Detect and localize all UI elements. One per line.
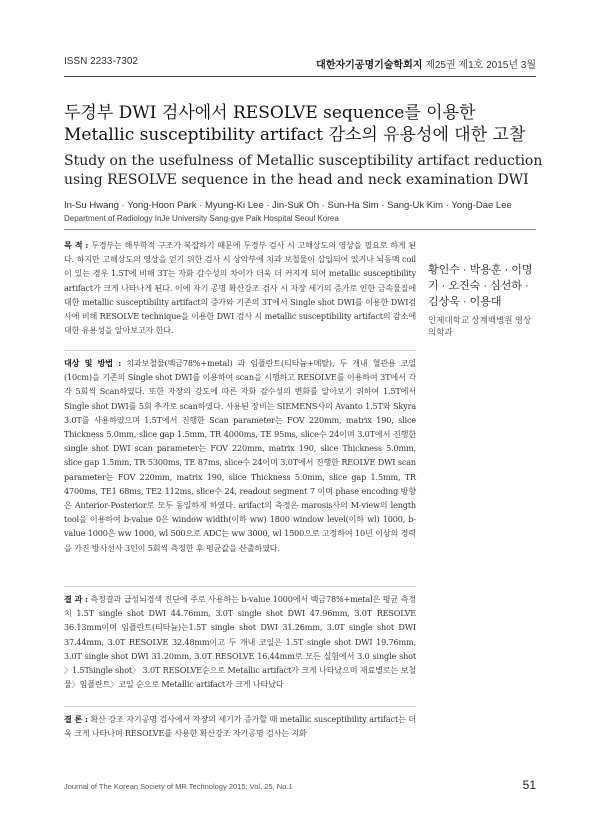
section-results [64, 592, 416, 691]
conclusion-label: 결 론 : [64, 714, 88, 724]
page-number: 51 [522, 778, 536, 792]
section-divider [64, 350, 416, 351]
conclusion-text: 확산 강조 자기공명 검사에서 자장의 세기가 증가할 때 metallic susceptibility artifact는 더욱 크게 나타나며 RESOLVE를 사용한 확산강조 자기공명 검사는 지화 [64, 714, 416, 739]
running-header [64, 56, 536, 70]
section-methods [64, 356, 416, 555]
section-divider [64, 586, 416, 587]
affiliation: Department of Radiology InJe University Sang-gye Paik Hospital Seoul Korea [64, 214, 339, 223]
korean-institution: 인제대학교 상계백병원 영상의학과 [428, 315, 532, 337]
korean-author-sidebar [428, 262, 538, 338]
section-objective [64, 238, 416, 337]
methods-text: 치과보철물(백금78%+metal) 과 임플란트(티타늄+메탈), 두 개내 혈관용 코일(10cm)을 기존의 Single shot DWI를 이용하여 scan을 시행하고 RESOLVE를 이용하여 3T에서 각각 5회씩 Scan하였다. 또한 자장의 강도에 따른 자화 감수성의 변화를 알아보기 위하여 1.5T에서 Single shot DWI를 5회 추가로 scan하였다. 사용된 장비는 SIEMENS사의 Avanto 1.5T와 Skyra 3.0T를 사용하였으며 1.5T에서 진행한 Scan parameter는 FOV 220mm, matrix 190, slice Thickness 5.0mm, slice gap 1.5mm, TR 4000ms, TE 95ms, slice수 24이며 3.0T에서 진행한 single shot DWI scan parameter는 FOV 220mm, matrix 190, slice Thickness 5.0mm, slice gap 1.5mm, TR 5300ms, TE 87ms, slice수 24이며 3.0T에서 진행한 REOLVE DWI scan parameter는 FOV 220mm, matrix 190, slice Thickness 5.0mm, slice gap 1.5mm, TR 4700ms, TE1 68ms, TE2 112ms, slice수 24, readout segment 7 이며 phase encoding 방향은 Anterior-Posterior로 모두 동일하게 하였다. arifact의 측정은 marosis사의 M-view의 length tool을 이용하여 b-value 0은 window width(이하 ww) 1800 window level(이하 wl) 1000, b-value 1000은 ww 1000, wl 500으로 ADC는 ww 3000, wl 1500으로 고정하여 10년 이상의 경력을 가진 방사선사 3인이 5회씩 측정한 후 평균값을 산출하였다. [64, 358, 416, 553]
journal-name: 대한자기공명기술학회지 [316, 60, 423, 71]
title-korean: 두경부 DWI 검사에서 RESOLVE sequence를 이용한 Metallic susceptibility artifact 감소의 유용성에 대한 고찰 [64, 103, 526, 145]
korean-author-names: 황인수 · 박용훈 · 이명기 · 오진숙 · 심선하 · 김상욱 · 이용대 [428, 264, 533, 308]
header-divider [64, 76, 536, 77]
results-text: 측정결과 급성뇌경색 진단에 주로 사용하는 b-value 1000에서 백금78%+metal은 평균 측정치 1.5T single shot DWI 44.76mm, 3.0T single shot DWI 47.96mm, 3.0T RESOLVE 36.13mm이며 임플란트(티타늄)는1.5T single shot DWI 31.26mm, 3.0T single shot DWI 37.44mm, 3.0T RESOLVE 32.48mm이고 두 개내 코일은 1.5T single shot DWI 19.76mm, 3.0T single shot DWI 31.20mm, 3.0T RESOLVE 16.44mm로 모든 실험에서 3.0 single shot 〉1.5Tsingle shot〉 3.0T RESOLVE순으로 Metallic artifact가 크게 나타났으며 재료별로는 보철물〉임플란트〉코일 순으로 Metallic artifact가 크게 나타났다 [64, 594, 416, 690]
author-list: In-Su Hwang · Yong-Hoon Park · Myung-Ki Lee · Jin-Suk Oh · Sun-Ha Sim · Sang-Uk Kim · Yong-Dae Lee [64, 200, 512, 211]
title-english: Study on the usefulness of Metallic susceptibility artifact reduction using RESOLVE sequence in the head and neck examination DWI [64, 153, 543, 188]
results-label: 결 과 : [64, 594, 88, 604]
methods-label: 대상 및 방법 : [64, 358, 122, 368]
affiliation-divider [64, 229, 536, 230]
objective-label: 목 적 : [64, 240, 89, 250]
journal-issue: 제25권 제1호 2015년 3월 [425, 60, 536, 71]
footer-journal: Journal of The Korean Society of MR Technology 2015; Vol. 25, No.1 [64, 782, 293, 791]
page-footer [64, 778, 536, 794]
section-conclusion [64, 712, 416, 740]
issn: ISSN 2233-7302 [64, 56, 138, 67]
objective-text: 두경부는 해부학적 구조가 복잡하기 때문에 두경부 검사 시 고해상도의 영상을 필요로 하게 된다. 하지만 고해상도의 영상을 얻기 위한 검사 시 상악부에 치과 보철물이 삽입되어 있거나 뇌동맥 coil이 있는 경우 1.5T에 비해 3T는 자화 감수성의 차이가 더욱 더 커지게 되어 metallic susceptibility artifact가 크게 나타나게 된다. 이에 자기 공명 확산강조 검사 시 자장 세기의 증가로 인한 금속물질에 대한 metallic susceptibility artifact의 증가와 기존의 3T에서 Single shot DWI를 이용한 DWI검사에 비해 RESOLVE technique을 이용한 DWI 검사 시 metallic susceptibility artifact의 감소에 대한 유용성을 알아보고자 한다. [64, 240, 416, 336]
section-divider [64, 706, 416, 707]
journal-info [316, 56, 536, 71]
